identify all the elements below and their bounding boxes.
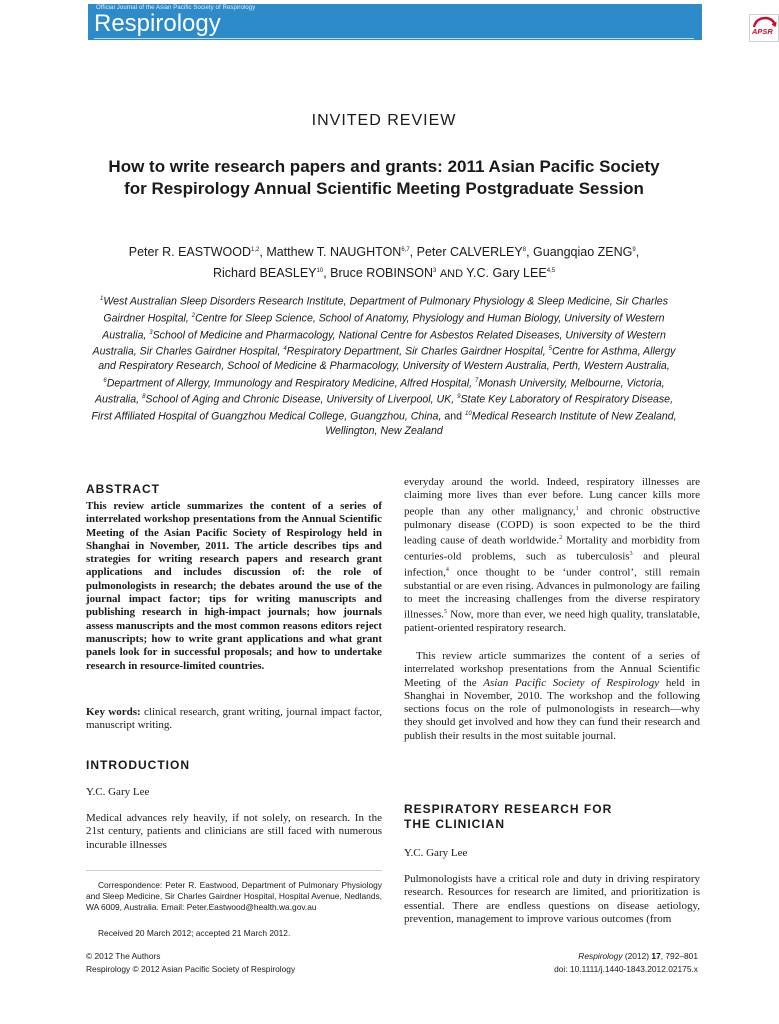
doi: doi: 10.1111/j.1440-1843.2012.02175.x [554, 963, 698, 974]
introduction-paragraph-2: This review article summarizes the content of a series of interrelated workshop presentations from the Annual Scientific Meeting of the Asian Pacific Society of Respirology held in Shanghai in November, 2010. The workshop and the following sections focus on the role of pulmonologists in research—why they should get involved and how they can fund their research and publish their results in the most suitable journal. [404, 650, 700, 742]
author: Richard BEASLEY$^{10}$ [212, 266, 324, 281]
author: Bruce ROBINSON$^3$ [330, 266, 437, 281]
copyright [86, 950, 295, 975]
author: Matthew T. NAUGHTON$^{6,7}$ [266, 245, 410, 260]
introduction-heading: INTRODUCTION [86, 758, 190, 772]
abstract-body: This review article summarizes the content of a series of interrelated workshop presentations from the Annual Scientific Meeting of the Asian Pacific Society of Respirology held in Shanghai in November, 2011. The article describes tips and strategies for writing research papers and research grant applications and includes discussion of: the role of pulmonologists in research; the debates around the use of the journal impact factor; tips for writing manuscripts and publishing research in high-impact journals; how journals assess manuscripts and the most common reasons editors reject manuscripts; how to write grant applications and what grant panels look for in successful proposals; and how to undertake research in resource-limited countries. [86, 500, 382, 672]
author-list: Peter R. EASTWOOD$^{1,2}$, Matthew T. NAUGHTON$^{6,7}$, Peter CALVERLEY$^8$, Guangqiao ZENG$^9$, Richard BEASLEY$^{10}$, Bruce ROBINSON$^3$ AND Y.C. Gary LEE$^{4,5}$ [128, 245, 640, 281]
journal-banner [88, 4, 773, 40]
copyright-line: © 2012 The Authors [86, 951, 161, 961]
correspondence-note: Correspondence: Peter R. Eastwood, Department of Pulmonary Physiology and Sleep Medicine, Sir Charles Gairdner Hospital, Hospital Avenue, Nedlands, WA 6009, Australia. Email: Peter.Eastwood@health.wa.gov.au [86, 880, 382, 913]
received-date: Received 20 March 2012; accepted 21 March 2012. [98, 928, 291, 938]
keywords-label: Key words: [86, 706, 141, 718]
introduction-continued: everyday around the world. Indeed, respiratory illnesses are claiming more lives than ever before. Lung cancer kills more people than any other malignancy,$^1$ and chronic obstructive pulmonary disease (COPD) is soon expected to be the third leading cause of death worldwide.$^2$ Mortality and morbidity from centuries-old problems, such as tuberculosis$^3$ and pleural infection,$^4$ once thought to be ‘under control’, still remain substantial or are even rising. Advances in pulmonology are failing to meet the increasing challenges from the diverse respiratory illnesses.$^5$ Now, more than ever, we need high quality, translatable, patient-oriented respiratory research. [404, 476, 700, 635]
respiratory-byline: Y.C. Gary Lee [404, 847, 468, 859]
author: Guangqiao ZENG$^9$ [533, 245, 636, 260]
abstract-heading: ABSTRACT [86, 482, 160, 496]
journal-title: Respirology [94, 10, 221, 37]
journal-volume: 17 [651, 951, 661, 961]
author: Y.C. Gary LEE$^{4,5}$ [466, 266, 556, 281]
copyright-line: Respirology © 2012 Asian Pacific Society of Respirology [86, 963, 296, 974]
banner-rule [94, 38, 694, 39]
apsr-logo [749, 14, 779, 42]
keywords [86, 706, 382, 733]
affiliations: $^1$West Australian Sleep Disorders Research Institute, Department of Pulmonary Physiology & Sleep Medicine, Sir Charles Gairdner Hospital, $^2$Centre for Sleep Science, School of Anatomy, Physiology and Human Biology, University of Western Australia, $^3$School of Medicine and Pharmacology, National Centre for Asbestos Related Diseases, University of Western Australia, Sir Charles Gairdner Hospital, $^4$Respiratory Department, Sir Charles Gairdner Hospital, $^5$Centre for Asthma, Allergy and Respiratory Research, School of Medicine & Pharmacology, University of Western Australia, Perth, Western Australia, $^6$Department of Allergy, Immunology and Respiratory Medicine, Alfred Hospital, $^7$Monash University, Melbourne, Victoria, Australia, $^8$School of Aging and Chronic Disease, University of Liverpool, UK, $^9$State Key Laboratory of Respiratory Disease, First Affiliated Hospital of Guangzhou Medical College, Guangzhou, China, and $^{10}$Medical Research Institute of New Zealand, Wellington, New Zealand [91, 295, 677, 438]
authors-connector: AND [439, 268, 464, 281]
introduction-byline: Y.C. Gary Lee [86, 786, 150, 798]
logo-text: APSR [752, 27, 773, 36]
respiratory-paragraph: Pulmonologists have a critical role and duty in driving respiratory research. Resources for research are limited, and prioritization is essential. There are endless questions on disease aetiology, prevention, management to improve various outcomes (from [404, 873, 700, 925]
journal-name: Respirology [578, 951, 623, 961]
article-title: How to write research papers and grants: 2011 Asian Pacific Society for Respirology Annual Scientific Meeting Postgraduate Session [108, 157, 660, 198]
keywords-list: clinical research, grant writing, journal impact factor, manuscript writing. [86, 706, 382, 732]
journal-citation: Respirology (2012) 17, 792–801 doi: 10.1111/j.1440-1843.2012.02175.x [554, 951, 698, 974]
section-label: INVITED REVIEW [311, 112, 457, 129]
footnote-divider [86, 870, 382, 871]
respiratory-research-heading: RESPIRATORY RESEARCH FOR THE CLINICIAN [404, 802, 613, 831]
introduction-paragraph: Medical advances rely heavily, if not solely, on research. In the 21st century, patients and clinicians are still faced with numerous incurable illnesses [86, 812, 382, 851]
author: Peter R. EASTWOOD$^{1,2}$ [128, 245, 260, 260]
journal-subtitle: Official Journal of the Asian Pacific Society of Respirology [96, 5, 256, 11]
author: Peter CALVERLEY$^8$ [416, 245, 527, 260]
